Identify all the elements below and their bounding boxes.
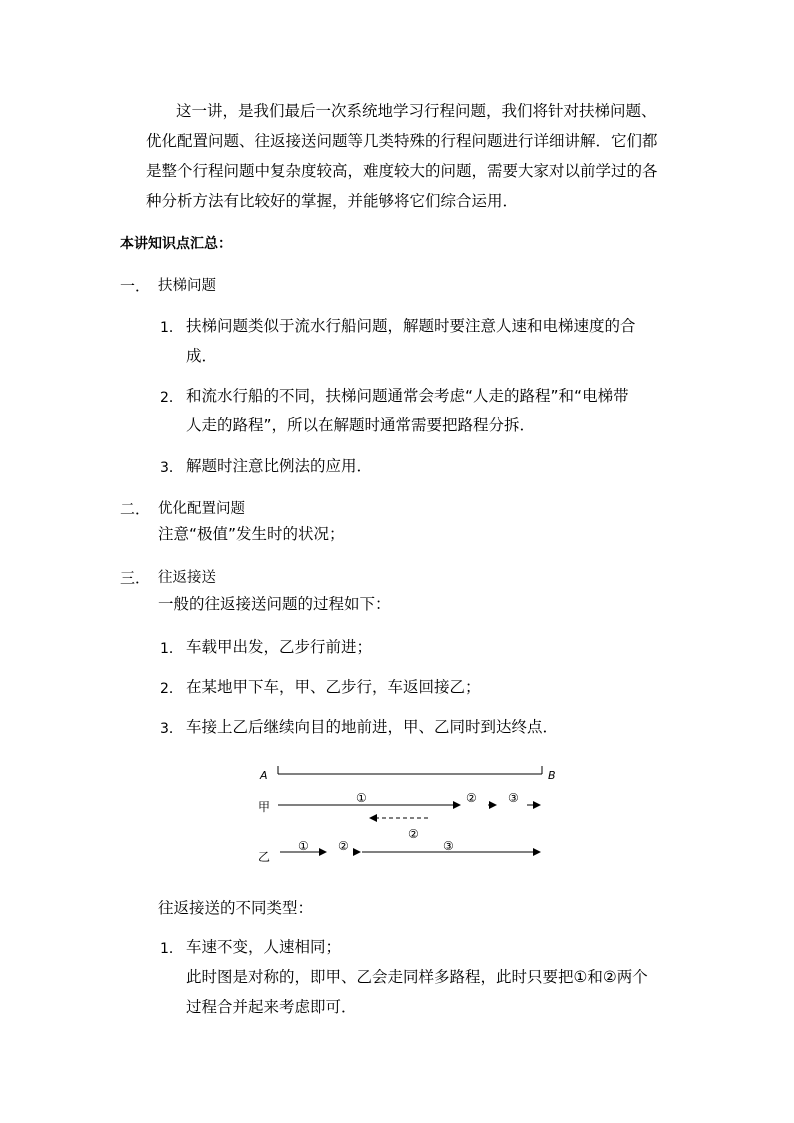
list-item-number: 1． [160,320,183,336]
yi-label: 乙 [258,850,271,864]
section-note: 注意“极值”发生时的状况； [158,525,345,543]
list-item-number: 2． [160,390,183,406]
list-item-text: 人走的路程”，所以在解题时通常需要把路程分拆． [186,416,536,434]
type-title: 车速不变，人速相同； [186,938,342,956]
section-number: 二． [120,500,151,518]
intro-line: 种分析方法有比较好的掌握，并能够将它们综合运用． [146,192,519,210]
section-number: 一． [120,277,151,295]
travel-diagram [250,760,570,870]
list-item-number: 2． [160,681,183,697]
summary-heading: 本讲知识点汇总： [120,236,232,252]
point-b-label: B [548,769,556,782]
jia-segment-1-label: ① [356,791,367,805]
intro-line: 优化配置问题、往返接送问题等几类特殊的行程问题进行详细讲解．它们都 [146,132,658,150]
list-item-number: 3． [160,721,183,737]
types-heading: 往返接送的不同类型： [158,899,314,917]
list-item-text: 在某地甲下车，甲、乙步行，车返回接乙； [186,678,481,696]
intro-paragraph [146,96,686,216]
yi-segment-1-label: ① [298,839,309,853]
list-item-number: 1． [160,641,183,657]
list-item-number: 1． [160,941,183,957]
type-desc-line: 过程合并起来考虑即可． [186,998,357,1016]
jia-label: 甲 [258,800,271,814]
list-item-text: 和流水行船的不同，扶梯问题通常会考虑“人走的路程”和“电梯带 [186,387,629,405]
list-item-text: 成． [186,347,218,365]
intro-line: 这一讲，是我们最后一次系统地学习行程问题，我们将针对扶梯问题、 [176,102,657,120]
section-title: 优化配置问题 [158,501,245,517]
section-number: 三． [120,569,151,587]
list-item-number: 3． [160,460,183,476]
section-intro: 一般的往返接送问题的过程如下： [158,595,391,613]
intro-line: 是整个行程问题中复杂度较高，难度较大的问题，需要大家对以前学过的各 [146,162,658,180]
type-desc-line: 此时图是对称的，即甲、乙会走同样多路程，此时只要把①和②两个 [186,968,648,986]
jia-segment-3-label: ③ [508,791,519,805]
yi-segment-2-label: ② [338,839,349,853]
yi-segment-3-label: ③ [443,839,454,853]
list-item-text: 车载甲出发，乙步行前进； [186,638,373,656]
list-item-text: 解题时注意比例法的应用． [186,457,373,475]
section-title: 扶梯问题 [158,278,216,294]
section-title: 往返接送 [158,570,216,586]
car-return-label: ② [408,827,419,841]
list-item-text: 车接上乙后继续向目的地前进，甲、乙同时到达终点． [186,718,559,736]
jia-segment-2-label: ② [466,791,477,805]
point-a-label: A [260,769,268,782]
list-item-text: 扶梯问题类似于流水行船问题，解题时要注意人速和电梯速度的合 [186,317,636,335]
